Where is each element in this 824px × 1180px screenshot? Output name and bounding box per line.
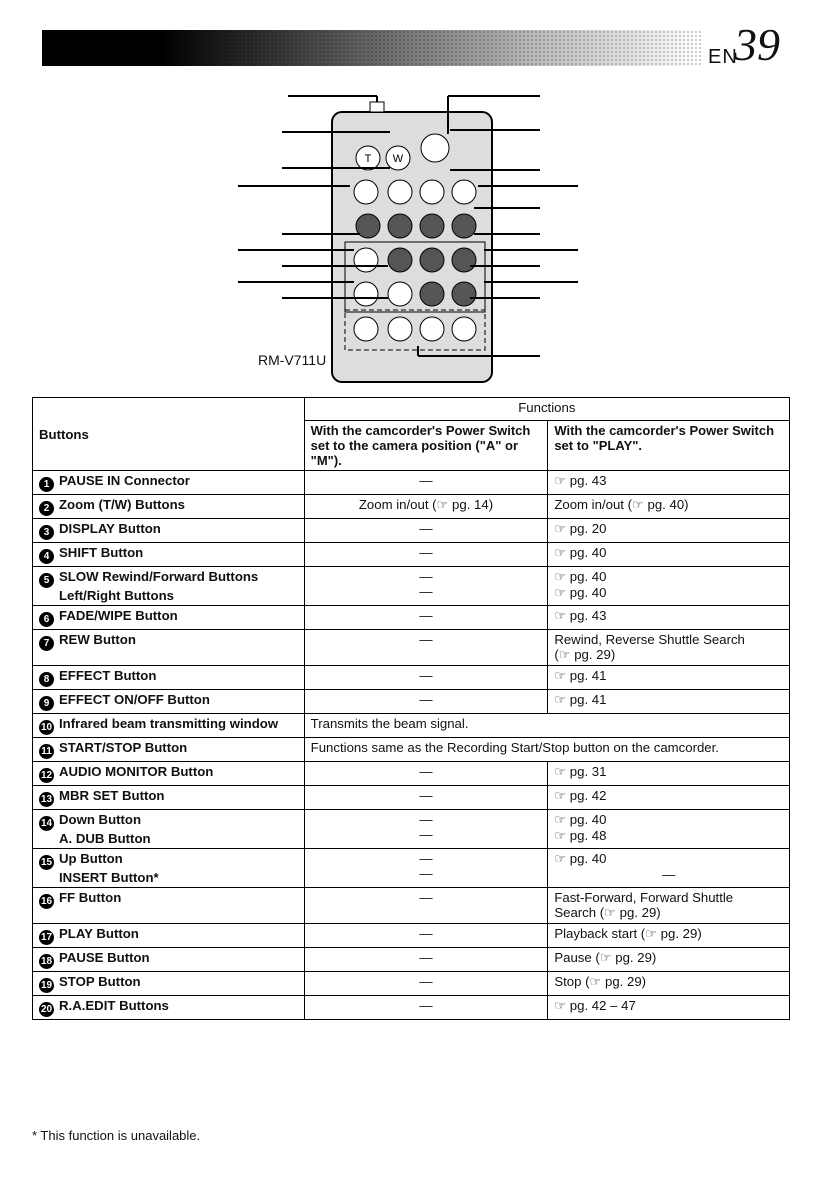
button-name-cell — [33, 519, 305, 543]
play-mode-cell — [548, 543, 790, 567]
row-number: 1 — [39, 477, 54, 492]
cell-text: — — [419, 812, 433, 827]
camera-mode-cell — [304, 924, 548, 948]
row-number: 7 — [39, 636, 54, 651]
camera-mode-cell — [304, 888, 548, 924]
button-name-cell — [33, 888, 305, 924]
button-name-cell — [33, 810, 305, 849]
row-number: 10 — [40, 722, 53, 733]
cell-text-secondary: ☞ pg. 40 — [554, 585, 607, 600]
button-name-cell — [33, 495, 305, 519]
cell-text: ☞ pg. 41 — [554, 668, 607, 683]
row-number: 5 — [39, 573, 54, 588]
table-row — [33, 690, 790, 714]
cell-text: Playback start (☞ pg. 29) — [554, 926, 702, 941]
cell-text: — — [419, 974, 433, 989]
cell-text: — — [419, 764, 433, 779]
camera-mode-cell — [304, 606, 548, 630]
table-row — [33, 471, 790, 495]
button-name: R.A.EDIT Buttons — [59, 998, 169, 1013]
cell-text: — — [419, 473, 433, 488]
cell-text: — — [419, 692, 433, 707]
table-row — [33, 519, 790, 543]
row-number: 14 — [40, 818, 53, 829]
row-number: 3 — [39, 525, 54, 540]
cell-text: ☞ pg. 42 — [554, 788, 607, 803]
col1-header: With the camcorder's Power Switch set to the camera position ("A" or "M"). — [304, 421, 548, 471]
button-name-secondary: INSERT Button* — [59, 870, 159, 885]
cell-text: — — [419, 608, 433, 623]
play-mode-cell — [548, 972, 790, 996]
table-row — [33, 543, 790, 567]
footnote: * This function is unavailable. — [32, 1128, 201, 1143]
camera-mode-cell — [304, 996, 548, 1020]
button-name: MBR SET Button — [59, 788, 165, 803]
table-row — [33, 630, 790, 666]
row-number: 20 — [40, 1004, 53, 1015]
table-row — [33, 714, 790, 738]
button-name-secondary: Left/Right Buttons — [59, 588, 174, 603]
functions-table — [32, 397, 790, 1020]
cell-text: — — [419, 545, 433, 560]
cell-text: ☞ pg. 31 — [554, 764, 607, 779]
button-name-cell — [33, 849, 305, 888]
cell-text: Zoom in/out (☞ pg. 14) — [358, 497, 494, 512]
row-number: 9 — [39, 696, 54, 711]
cell-text: — — [419, 998, 433, 1013]
cell-text: — — [419, 950, 433, 965]
col2-header: With the camcorder's Power Switch set to "PLAY". — [548, 421, 790, 471]
row-number: 18 — [40, 956, 53, 967]
button-name-cell — [33, 471, 305, 495]
camera-mode-cell — [304, 972, 548, 996]
play-mode-cell — [548, 630, 790, 666]
play-mode-cell — [548, 810, 790, 849]
play-mode-cell — [548, 495, 790, 519]
button-name: STOP Button — [59, 974, 141, 989]
cell-text: ☞ pg. 40 — [554, 851, 607, 866]
row-number: 2 — [39, 501, 54, 516]
cell-text: — — [419, 668, 433, 683]
table-row — [33, 948, 790, 972]
row-number: 16 — [40, 896, 53, 907]
play-mode-cell — [548, 519, 790, 543]
page-number: 39 — [734, 19, 780, 70]
button-name: REW Button — [59, 632, 136, 647]
row-number: 13 — [40, 794, 53, 805]
button-name: PAUSE Button — [59, 950, 150, 965]
table-row — [33, 972, 790, 996]
play-mode-cell — [548, 996, 790, 1020]
play-mode-cell — [548, 888, 790, 924]
zoom-t-label: T — [364, 153, 372, 165]
button-name: FF Button — [59, 890, 122, 905]
table-row — [33, 738, 790, 762]
header-bar — [42, 30, 702, 66]
button-name-cell — [33, 543, 305, 567]
button-name-cell — [33, 924, 305, 948]
cell-text: — — [419, 890, 433, 905]
table-body — [33, 471, 790, 1020]
table-row — [33, 810, 790, 849]
table-row — [33, 924, 790, 948]
row-number: 19 — [40, 980, 53, 991]
table-row — [33, 849, 790, 888]
play-mode-cell — [548, 567, 790, 606]
cell-text: Stop (☞ pg. 29) — [554, 974, 647, 989]
camera-mode-cell — [304, 786, 548, 810]
camera-mode-cell — [304, 849, 548, 888]
button-name-cell — [33, 606, 305, 630]
camera-mode-cell — [304, 630, 548, 666]
row-number: 17 — [40, 932, 53, 943]
cell-text-secondary: (☞ pg. 29) — [554, 647, 616, 662]
play-mode-cell — [548, 762, 790, 786]
camera-mode-cell — [304, 567, 548, 606]
cell-text: ☞ pg. 40 — [554, 812, 607, 827]
cell-text: ☞ pg. 40 — [554, 569, 607, 584]
button-name: EFFECT ON/OFF Button — [59, 692, 210, 707]
cell-text-secondary: — — [662, 867, 676, 882]
button-name-cell — [33, 972, 305, 996]
table-row — [33, 495, 790, 519]
row-number: 8 — [39, 672, 54, 687]
button-name-cell — [33, 948, 305, 972]
button-name: AUDIO MONITOR Button — [59, 764, 214, 779]
cell-text-secondary: — — [419, 584, 433, 599]
row-number: 4 — [39, 549, 54, 564]
play-mode-cell — [548, 948, 790, 972]
camera-mode-cell — [304, 948, 548, 972]
camera-mode-cell — [304, 543, 548, 567]
table-row — [33, 567, 790, 606]
cell-text: ☞ pg. 20 — [554, 521, 607, 536]
button-name-cell — [33, 714, 305, 738]
cell-text: Fast-Forward, Forward Shuttle — [554, 890, 734, 905]
camera-mode-cell — [304, 495, 548, 519]
function-description: Functions same as the Recording Start/Stop button on the camcorder. — [304, 738, 789, 762]
button-name: SHIFT Button — [59, 545, 144, 560]
table-row — [33, 606, 790, 630]
button-name-cell — [33, 738, 305, 762]
table-row — [33, 996, 790, 1020]
button-name: EFFECT Button — [59, 668, 157, 683]
remote-diagram — [220, 84, 580, 384]
table-row — [33, 666, 790, 690]
table-row — [33, 888, 790, 924]
cell-text: ☞ pg. 43 — [554, 473, 607, 488]
page-lang: EN — [708, 46, 738, 68]
button-name: DISPLAY Button — [59, 521, 161, 536]
cell-text: — — [419, 851, 433, 866]
button-name-cell — [33, 786, 305, 810]
cell-text: ☞ pg. 41 — [554, 692, 607, 707]
cell-text: ☞ pg. 43 — [554, 608, 607, 623]
cell-text: — — [419, 569, 433, 584]
play-mode-cell — [548, 924, 790, 948]
button-name-cell — [33, 630, 305, 666]
play-mode-cell — [548, 786, 790, 810]
button-name: Zoom (T/W) Buttons — [59, 497, 185, 512]
button-name: Down Button — [59, 812, 142, 827]
cell-text: — — [419, 788, 433, 803]
cell-text: Rewind, Reverse Shuttle Search — [554, 632, 745, 647]
cell-text: — — [419, 926, 433, 941]
button-name: PAUSE IN Connector — [59, 473, 190, 488]
play-mode-cell — [548, 849, 790, 888]
button-name: SLOW Rewind/Forward Buttons — [59, 569, 259, 584]
zoom-w-label: W — [392, 153, 404, 165]
cell-text: — — [419, 521, 433, 536]
cell-text-secondary: Search (☞ pg. 29) — [554, 905, 661, 920]
button-name-cell — [33, 567, 305, 606]
cell-text-secondary: ☞ pg. 48 — [554, 828, 607, 843]
row-number: 12 — [40, 770, 53, 781]
button-name-cell — [33, 762, 305, 786]
play-mode-cell — [548, 690, 790, 714]
row-number: 15 — [40, 857, 53, 868]
camera-mode-cell — [304, 762, 548, 786]
button-name-cell — [33, 666, 305, 690]
function-description: Transmits the beam signal. — [304, 714, 789, 738]
button-name-cell — [33, 996, 305, 1020]
button-name: Up Button — [59, 851, 123, 866]
play-mode-cell — [548, 606, 790, 630]
cell-text: — — [419, 632, 433, 647]
row-number: 11 — [39, 744, 54, 759]
camera-mode-cell — [304, 519, 548, 543]
cell-text: ☞ pg. 42 – 47 — [554, 998, 636, 1013]
row-number: 6 — [39, 612, 54, 627]
buttons-header: Buttons — [33, 398, 305, 471]
model-label: RM-V711U — [258, 352, 327, 368]
table-row — [33, 786, 790, 810]
camera-mode-cell — [304, 666, 548, 690]
play-mode-cell — [548, 471, 790, 495]
cell-text: Zoom in/out (☞ pg. 40) — [554, 497, 689, 512]
cell-text-secondary: — — [419, 866, 433, 881]
cell-text: Pause (☞ pg. 29) — [554, 950, 657, 965]
camera-mode-cell — [304, 471, 548, 495]
button-name-cell — [33, 690, 305, 714]
camera-mode-cell — [304, 810, 548, 849]
button-name: FADE/WIPE Button — [59, 608, 178, 623]
button-name: PLAY Button — [59, 926, 139, 941]
camera-mode-cell — [304, 690, 548, 714]
button-name: START/STOP Button — [59, 740, 188, 755]
button-name-secondary: A. DUB Button — [59, 831, 151, 846]
functions-header: Functions — [304, 398, 789, 421]
button-name: Infrared beam transmitting window — [59, 716, 279, 731]
cell-text: ☞ pg. 40 — [554, 545, 607, 560]
cell-text-secondary: — — [419, 827, 433, 842]
table-row — [33, 762, 790, 786]
play-mode-cell — [548, 666, 790, 690]
